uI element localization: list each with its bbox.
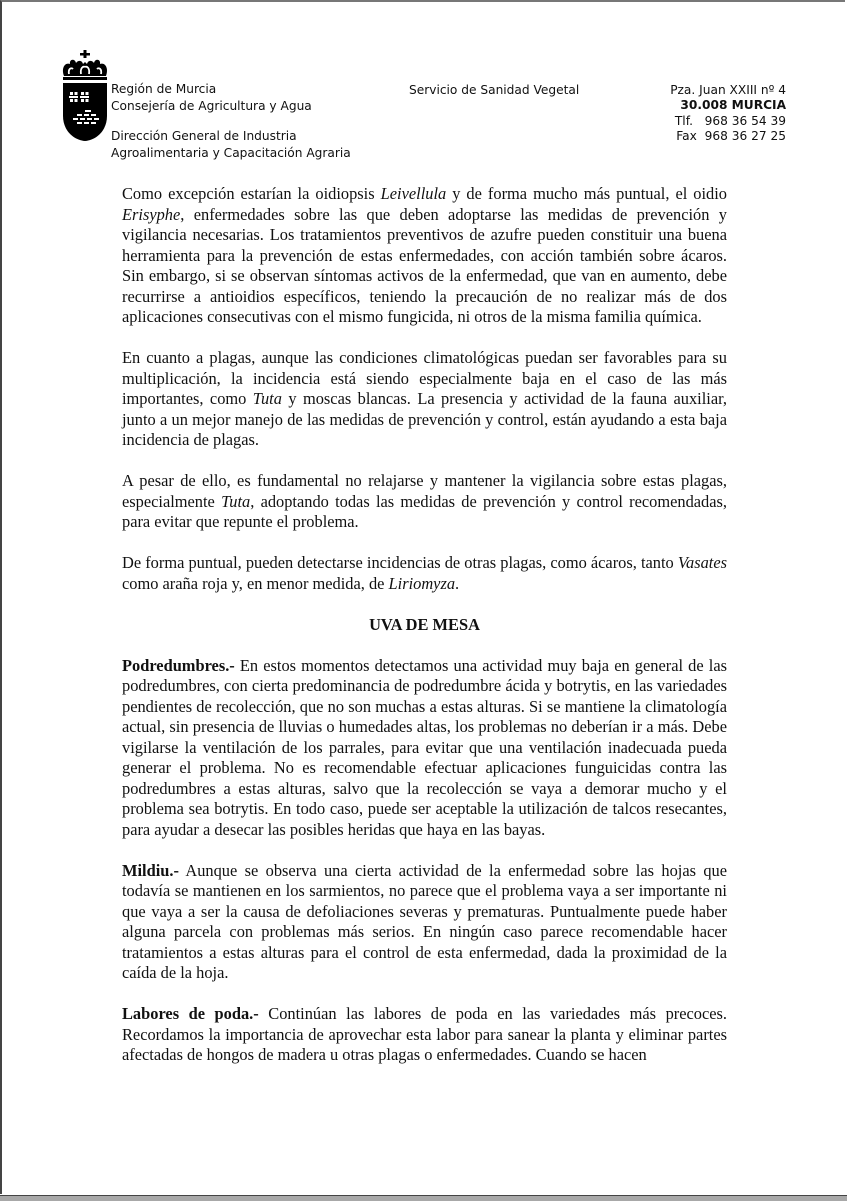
address-fax: Fax 968 36 27 25 xyxy=(676,128,786,143)
page-bottom-edge xyxy=(0,1195,847,1201)
address-phone: Tlf. 968 36 54 39 xyxy=(674,113,786,128)
paragraph-vigilancia: A pesar de ello, es fundamental no relajarse y mantener la vigilancia sobre estas plagas, especialmente Tuta, adoptando todas las medidas de prevención y control recomendadas, para evitar que repunte el problema. xyxy=(122,471,727,531)
paragraph-otras-plagas: De forma puntual, pueden detectarse incidencias de otras plagas, como ácaros, tanto Vasates como araña roja y, en menor medida, de Liriomyza. xyxy=(122,553,727,593)
department-name: Consejería de Agricultura y Agua xyxy=(111,98,312,113)
region-name: Región de Murcia xyxy=(111,82,217,96)
directorate-line-2: Agroalimentaria y Capacitación Agraria xyxy=(111,145,351,160)
document-body xyxy=(122,184,727,1086)
paragraph-mildiu: Mildiu.- Aunque se observa una cierta actividad de la enfermedad sobre las hojas que todavía se mantienen en los sarmientos, no parece que el problema vaya a ser importante ni que vaya a ser la causa de defoliaciones severas y prematuras. Puntualmente puede haber alguna parcela con problemas más serios. En ningún caso parece recomendable hacer tratamientos a estas alturas para el control de esta enfermedad, dada la proximidad de la caída de la hoja. xyxy=(122,860,727,982)
service-name: Servicio de Sanidad Vegetal xyxy=(409,83,580,97)
address-street: Pza. Juan XXIII nº 4 xyxy=(670,83,786,97)
paragraph-plagas: En cuanto a plagas, aunque las condiciones climatológicas puedan ser favorables para su multiplicación, la incidencia está siendo especialmente baja en el caso de las más importantes, como Tuta y moscas blancas. La presencia y actividad de la fauna auxiliar, junto a un mejor manejo de las medidas de prevención y control, están ayudando a esta baja incidencia de plagas. xyxy=(122,348,727,449)
letterhead xyxy=(0,0,847,170)
directorate-line-1: Dirección General de Industria xyxy=(111,129,297,143)
paragraph-podredumbres: Podredumbres.- En estos momentos detectamos una actividad muy baja en general de las podredumbres, con cierta predominancia de podredumbre ácida y botrytis, en las variedades pendientes de recolección, que no son muchas a estas alturas. Si se mantiene la climatología actual, sin presencia de lluvias o humedades altas, los problemas no deberían ir a más. Debe vigilarse la ventilación de los parrales, para evitar que una ventilación inadecuada pueda generar el problema. No es recomendable efectuar aplicaciones funguicidas contra las podredumbres a estas alturas, salvo que la recolección se vaya a demorar mucho y el problema sea botrytis. En todo caso, puede ser aceptable la utilización de talcos resecantes, para ayudar a desecar las posibles heridas que haya en las bayas. xyxy=(122,655,727,839)
organization-block xyxy=(111,81,351,161)
paragraph-oidio: Como excepción estarían la oidiopsis Leivellula y de forma mucho más puntual, el oidio Erisyphe, enfermedades sobre las que deben adoptarse las medidas de prevención y vigilancia necesarias. Los tratamientos preventivos de azufre pueden constituir una buena herramienta para la prevención de estas enfermedades, con acción también sobre ácaros. Sin embargo, si se observan síntomas activos de la enfermedad, que van en aumento, debe recurrirse a antioidios específicos, teniendo la precaución de no realizar más de dos aplicaciones consecutivas con el mismo fungicida, ni otros de la misma familia química. xyxy=(122,184,727,326)
address-block xyxy=(670,83,786,144)
section-title: UVA DE MESA xyxy=(369,614,480,634)
address-city: 30.008 MURCIA xyxy=(680,98,786,113)
paragraph-labores-poda: Labores de poda.- Continúan las labores de poda en las variedades más precoces. Recordamos la importancia de aprovechar esta labor para sanear la planta y eliminar partes afectadas de hongos de madera u otras plagas o enfermedades. Cuando se hacen xyxy=(122,1004,727,1064)
region-murcia-coat-of-arms-icon xyxy=(61,50,109,142)
